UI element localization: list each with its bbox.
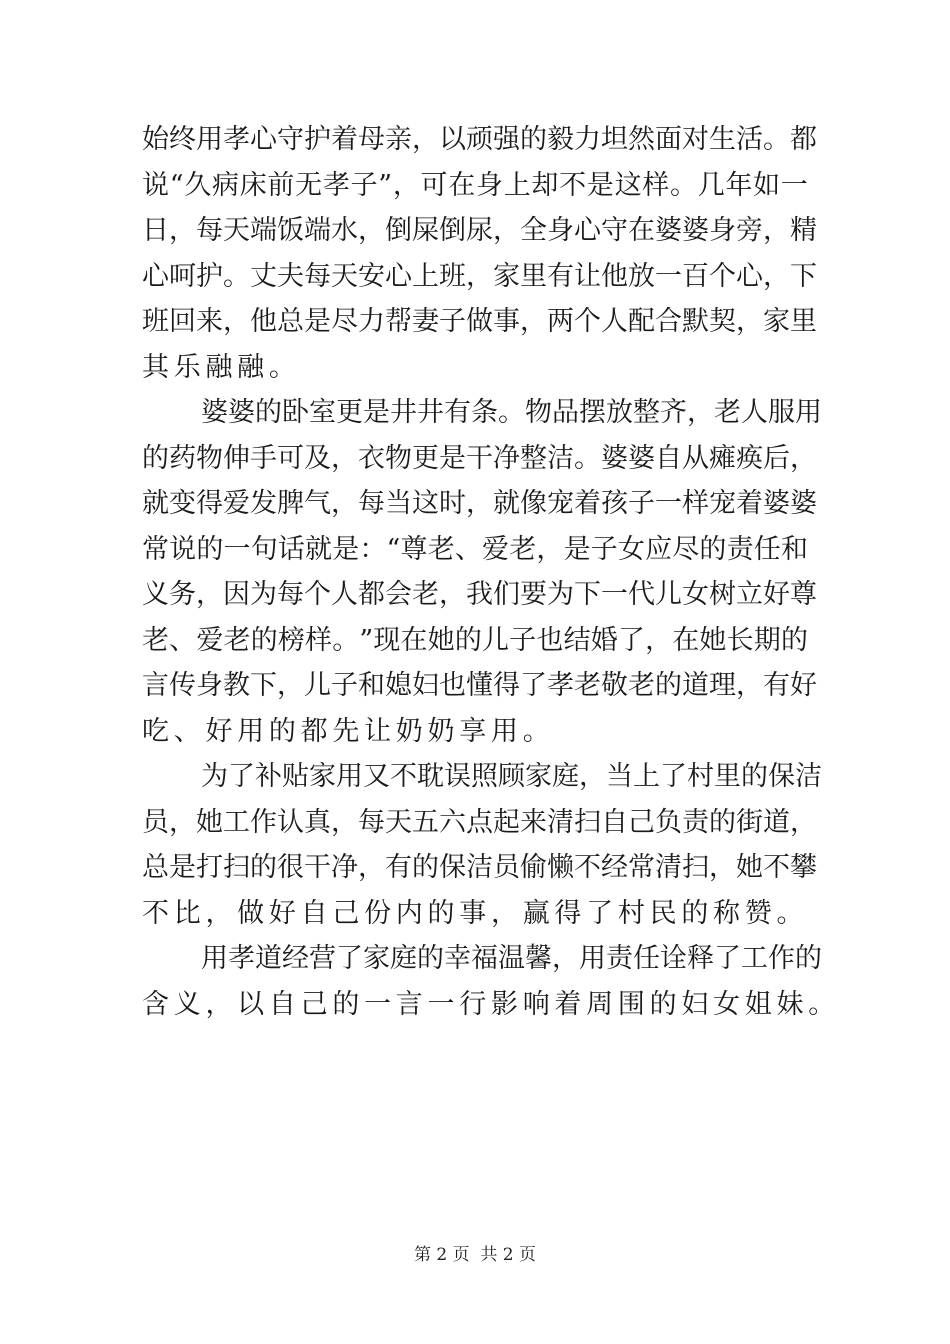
text-line: 吃、好用的都先让奶奶享用。 bbox=[142, 715, 555, 747]
text-line: 心 呵 护 。 丈 夫 每 天 安 心 上 班 ， 家 里 有 让 他 放 一 百 个 心 ， 下 bbox=[142, 260, 817, 292]
document-body bbox=[142, 117, 840, 1027]
text-line: 员 ， 她 工 作 认 真 ， 每 天 五 六 点 起 来 清 扫 自 己 负 责 的 街 道 ， bbox=[142, 806, 817, 838]
text-line: 的 药 物 伸 手 可 及 ， 衣 物 更 是 干 净 整 洁 。 婆 婆 自 从 瘫 痪 后 ， bbox=[142, 442, 817, 474]
text-line: 不比，做好自己份内的事，赢得了村民的称赞。 bbox=[142, 897, 809, 929]
paragraph-3 bbox=[142, 754, 822, 936]
paragraph-1 bbox=[142, 117, 817, 390]
text-line: 婆 婆 的 卧 室 更 是 井 井 有 条 。 物 品 摆 放 整 齐 ， 老 人 服 用 bbox=[201, 397, 822, 428]
text-line: 始 终 用 孝 心 守 护 着 母 亲 ， 以 顽 强 的 毅 力 坦 然 面 对 生 活 。 都 bbox=[142, 124, 817, 155]
text-line: 日 ， 每 天 端 饭 端 水 ， 倒 屎 倒 尿 ， 全 身 心 守 在 婆 婆 身 旁 ， 精 bbox=[142, 215, 817, 246]
paragraph-2 bbox=[142, 390, 822, 754]
text-line: 用 孝 道 经 营 了 家 庭 的 幸 福 温 馨 ， 用 责 任 诠 释 了 工 作 的 bbox=[201, 943, 822, 974]
text-line: 说 “ 久 病 床 前 无 孝 子 ” ， 可 在 身 上 却 不 是 这 样 。 几 年 如 一 bbox=[142, 169, 808, 201]
text-line: 其乐融融。 bbox=[142, 351, 301, 383]
text-line: 老 、 爱 老 的 榜 样 。 ” 现 在 她 的 儿 子 也 结 婚 了 ， 在 她 长 期 的 bbox=[142, 624, 808, 656]
text-line: 总 是 打 扫 的 很 干 净 ， 有 的 保 洁 员 偷 懒 不 经 常 清 扫 ， 她 不 攀 bbox=[142, 852, 817, 883]
text-line: 常 说 的 一 句 话 就 是 ： “ 尊 老 、 爱 老 ， 是 子 女 应 尽 的 责 任 和 bbox=[142, 533, 808, 565]
text-line: 班 回 来 ， 他 总 是 尽 力 帮 妻 子 做 事 ， 两 个 人 配 合 默 契 ， 家 里 bbox=[142, 306, 817, 337]
text-line: 就 变 得 爱 发 脾 气 ， 每 当 这 时 ， 就 像 宠 着 孩 子 一 样 宠 着 婆 婆 bbox=[142, 488, 817, 519]
text-line: 含义，以自己的一言一行影响着周围的妇女姐妹。 bbox=[142, 988, 840, 1020]
paragraph-4 bbox=[142, 936, 840, 1027]
text-line: 为 了 补 贴 家 用 又 不 耽 误 照 顾 家 庭 ， 当 上 了 村 里 的 保 洁 bbox=[201, 761, 822, 792]
text-line: 言 传 身 教 下 ， 儿 子 和 媳 妇 也 懂 得 了 孝 老 敬 老 的 道 理 ， 有 好 bbox=[142, 670, 817, 701]
text-line: 义 务 ， 因 为 每 个 人 都 会 老 ， 我 们 要 为 下 一 代 儿 女 树 立 好 尊 bbox=[142, 579, 817, 610]
page-number-footer: 第 2 页 共 2 页 bbox=[413, 1245, 537, 1265]
